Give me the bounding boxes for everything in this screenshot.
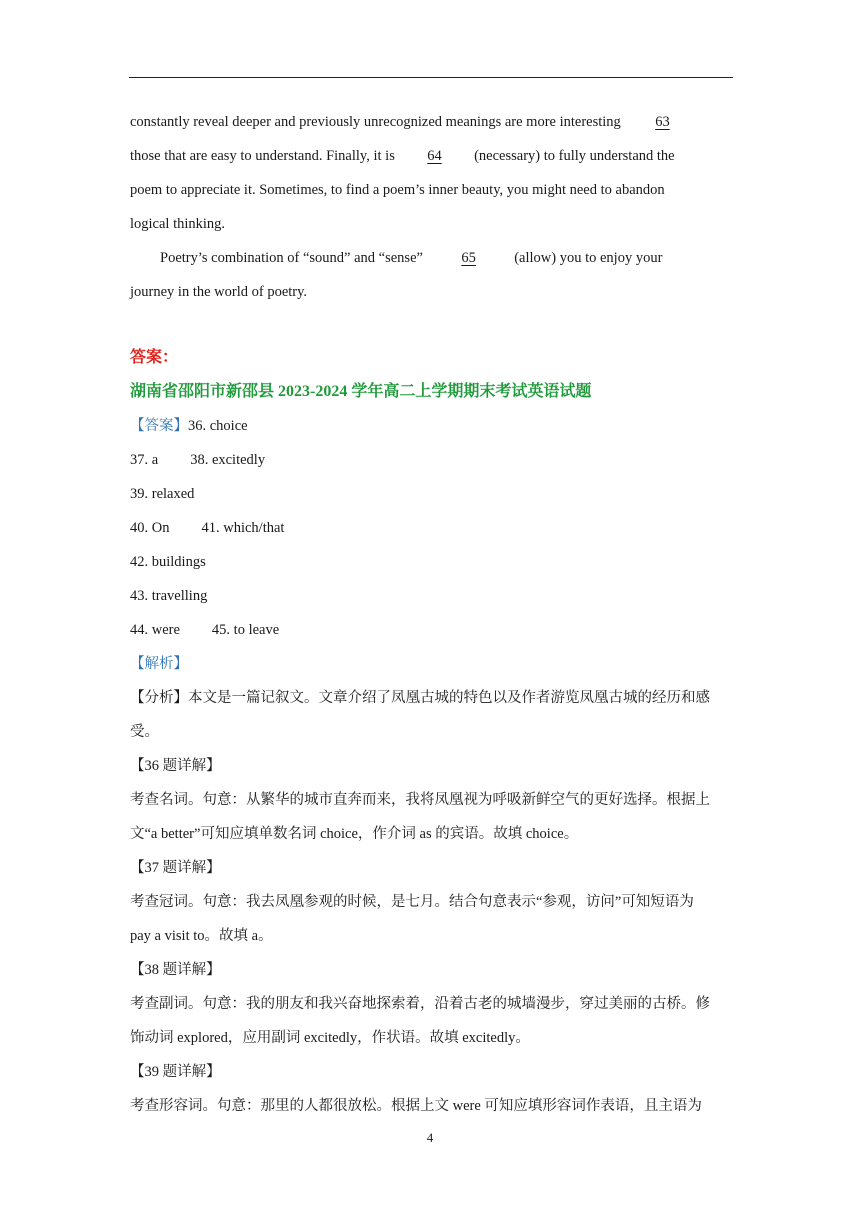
blank-65: 65 [461, 250, 476, 266]
passage-text: Poetry’s combination of “sound” and “sense” [160, 250, 423, 266]
exam-title: 湖南省邵阳市新邵县 2023-2024 学年高二上学期期末考试英语试题 [130, 383, 592, 400]
answer-44: 44. were [130, 622, 180, 638]
answer-45: 45. to leave [211, 622, 280, 638]
answer-tag: 【答案】 [130, 418, 188, 434]
answer-heading: 答案： [130, 349, 179, 366]
answer-line-36 [130, 417, 248, 435]
q36-heading: 【36 题详解】 [130, 758, 221, 774]
q39-line-1: 考查形容词。句意：那里的人都很放松。根据上文 were 可知应填形容词作表语，且主语为 [130, 1098, 702, 1114]
passage-text: (necessary) to fully understand the [474, 148, 675, 164]
header-rule [129, 77, 733, 78]
answer-37: 37. a [130, 452, 159, 468]
answer-36: 36. choice [188, 418, 248, 434]
answer-line-44-45 [130, 621, 279, 639]
answer-40: 40. On [130, 520, 170, 536]
q38-line-2: 饰动词 explored，应用副词 excitedly，作状语。故填 excitedly。 [130, 1030, 530, 1046]
analysis-tag: 【解析】 [130, 656, 188, 672]
q39-heading: 【39 题详解】 [130, 1064, 221, 1080]
blank-64: 64 [427, 148, 442, 164]
answer-43: 43. travelling [130, 588, 208, 604]
answer-42: 42. buildings [130, 554, 206, 570]
answer-39: 39. relaxed [130, 486, 195, 502]
q36-line-1: 考查名词。句意：从繁华的城市直奔而来，我将凤凰视为呼吸新鲜空气的更好选择。根据上 [130, 792, 710, 808]
passage-text: constantly reveal deeper and previously unrecognized meanings are more interesting [130, 114, 621, 130]
answer-line-40-41 [130, 519, 284, 537]
passage-line-5 [160, 249, 662, 267]
summary-line-1: 【分析】本文是一篇记叙文。文章介绍了凤凰古城的特色以及作者游览凤凰古城的经历和感 [130, 690, 710, 706]
passage-line-2 [130, 147, 675, 165]
q37-heading: 【37 题详解】 [130, 860, 221, 876]
q38-heading: 【38 题详解】 [130, 962, 221, 978]
passage-text: (allow) you to enjoy your [514, 250, 663, 266]
q37-line-1: 考查冠词。句意：我去凤凰参观的时候，是七月。结合句意表示“参观，访问”可知短语为 [130, 894, 694, 910]
passage-line-3: poem to appreciate it. Sometimes, to find a poem’s inner beauty, you might need to abandon [130, 182, 665, 198]
blank-63: 63 [655, 114, 670, 130]
passage-line-1 [130, 113, 694, 131]
summary-line-2: 受。 [130, 724, 159, 740]
passage-text: those that are easy to understand. Finally, it is [130, 148, 395, 164]
passage-line-4: logical thinking. [130, 216, 226, 232]
answer-38: 38. excitedly [190, 452, 266, 468]
passage-line-6: journey in the world of poetry. [130, 284, 308, 300]
q37-line-2: pay a visit to。故填 a。 [130, 928, 273, 944]
page-number: 4 [426, 1130, 434, 1145]
answer-line-37-38 [130, 451, 265, 469]
q36-line-2: 文“a better”可知应填单数名词 choice，作介词 as 的宾语。故填 choice。 [130, 826, 579, 842]
answer-41: 41. which/that [201, 520, 285, 536]
q38-line-1: 考查副词。句意：我的朋友和我兴奋地探索着，沿着古老的城墙漫步，穿过美丽的古桥。修 [130, 996, 710, 1012]
